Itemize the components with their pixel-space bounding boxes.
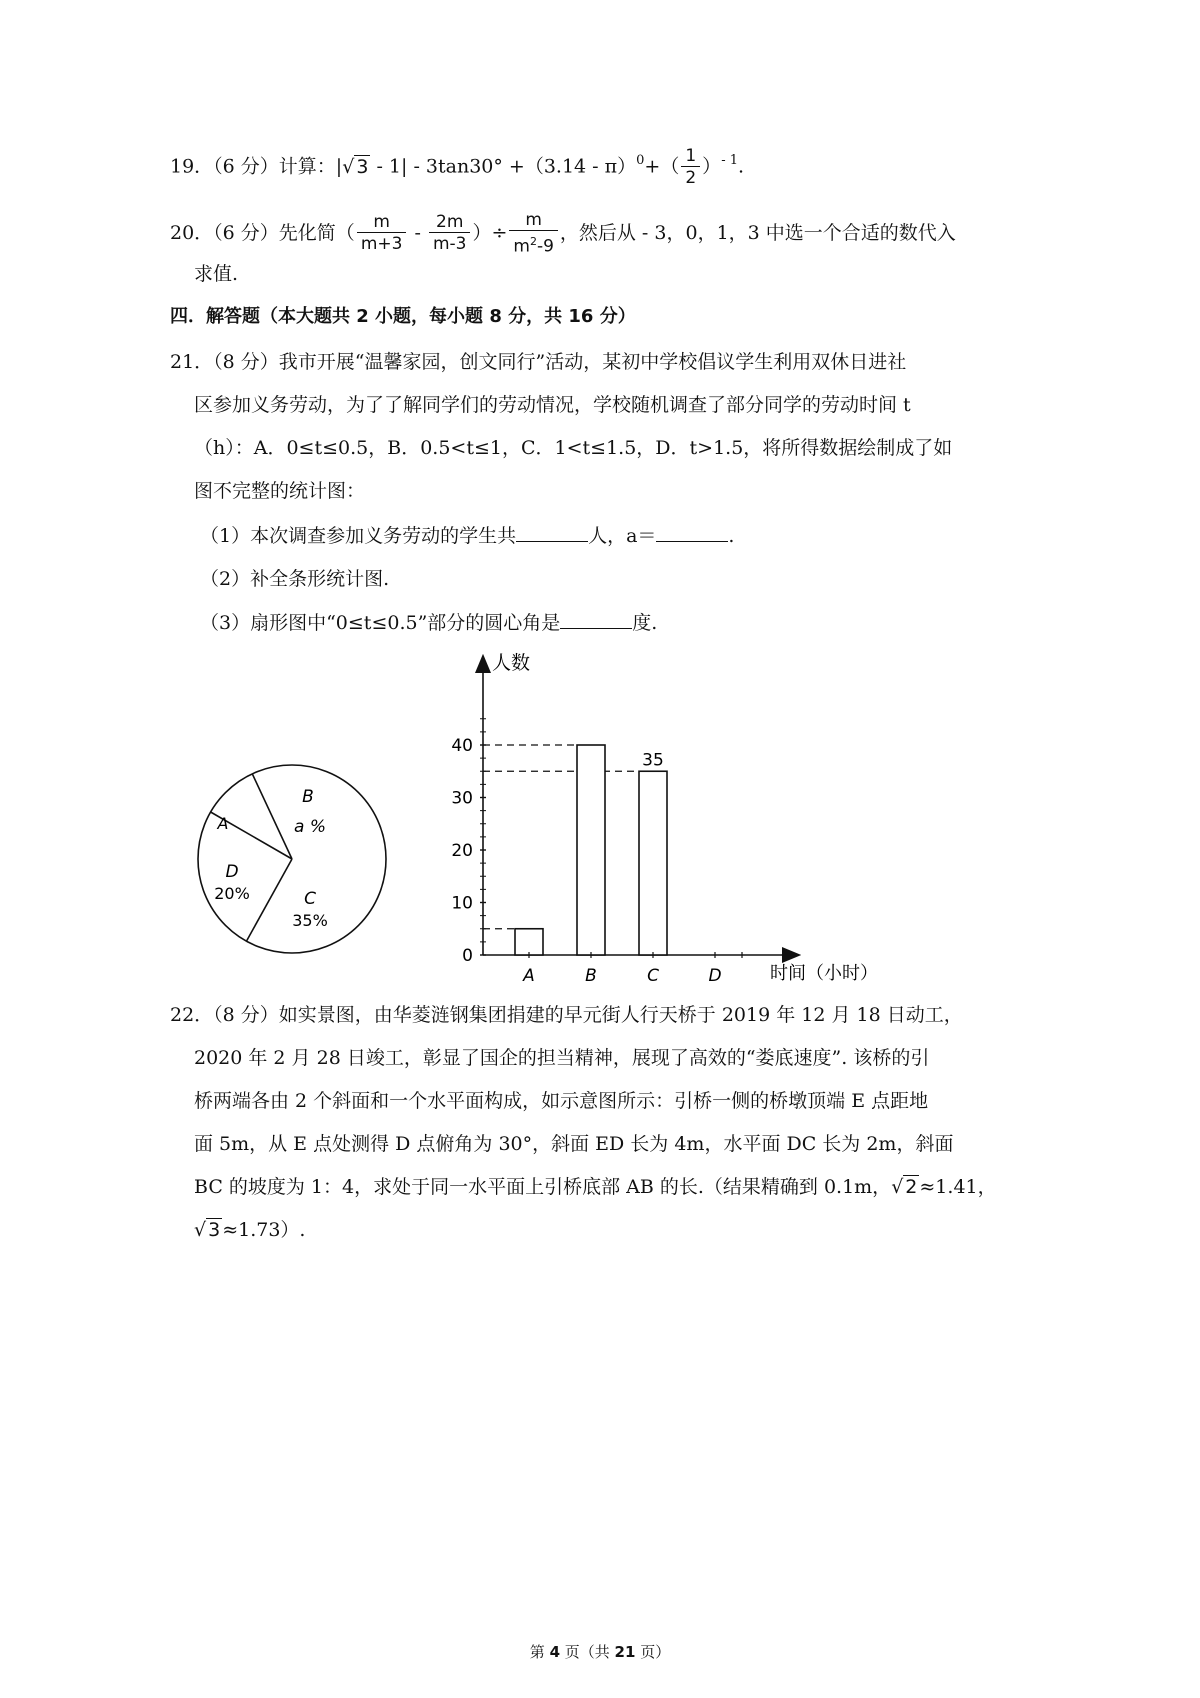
total-pages: 21 [614, 1643, 636, 1661]
sub1-end: . [728, 525, 735, 547]
bar-a [515, 929, 543, 955]
q19-head: 19．（6 分）计算：| [170, 155, 343, 178]
category-label: B [585, 966, 597, 985]
pie-slice-divider [246, 859, 292, 941]
y-tick-label: 10 [451, 893, 473, 914]
q22-line4: 面 5m，从 E 点处测得 D 点俯角为 30°，斜面 ED 长为 4m，水平面 DC 长为 2m，斜面 [194, 1133, 954, 1155]
exponent-zero: 0 [636, 152, 645, 168]
sub1-text-b: 人，a＝ [588, 525, 657, 547]
q19-mid: - 1| - 3tan30° +（3.14 - π） [370, 155, 637, 178]
q22-line5-text: BC 的坡度为 1：4，求处于同一水平面上引桥底部 AB 的长.（结果精确到 0.1m， [194, 1176, 892, 1198]
sub3-end: 度. [632, 612, 658, 634]
y-tick-label: 30 [451, 788, 473, 809]
pie-slice-divider [252, 774, 292, 859]
pie-value-d: 20% [214, 884, 250, 903]
fraction-3: $\frac{m}{m^2-9}$ [509, 210, 558, 258]
sqrt-2: √ 2 [891, 1176, 918, 1198]
pie-label-c: C [304, 889, 316, 909]
category-label: A [523, 966, 535, 985]
fraction-half: $\frac{1}{2}$ [681, 146, 700, 189]
q19-end: . [737, 155, 745, 178]
x-axis-label: 时间（小时） [770, 963, 878, 984]
q21-line2: 区参加义务劳动，为了了解同学们的劳动情况，学校随机调查了部分同学的劳动时间 t [194, 394, 911, 416]
q20-div: ）÷ [472, 221, 508, 244]
fraction-2: $\frac{2m}{m-3}$ [429, 212, 471, 255]
page-number: 4 [549, 1643, 560, 1661]
pie-value-b: a % [294, 817, 326, 837]
q19-plus: +（ [644, 155, 680, 178]
pie-value-c: 35% [292, 911, 328, 930]
category-label: C [647, 966, 659, 985]
q22-line6 [194, 1218, 305, 1242]
q22-approx-3: ≈1.73）. [222, 1219, 306, 1241]
page-footer: 第 4 页（共 21 页） [529, 1643, 671, 1661]
pie-label-d: D [225, 862, 239, 882]
sqrt-3: √ 3 [194, 1219, 221, 1241]
category-label: D [708, 966, 722, 985]
section-header: 四．解答题（本大题共 2 小题，每小题 8 分，共 16 分） [170, 306, 636, 327]
q21-line1: 21．（8 分）我市开展“温馨家园，创文同行”活动，某初中学校倡议学生利用双休日进社 [170, 351, 907, 373]
bar-c [639, 771, 667, 955]
sub3-text: （3）扇形图中“0≤t≤0.5”部分的圆心角是 [200, 612, 561, 634]
bar-chart [440, 645, 910, 985]
data-label: 35 [642, 750, 664, 771]
q20-head: 20．（6 分）先化简（ [170, 221, 355, 244]
q20-tail: ，然后从 - 3，0，1，3 中选一个合适的数代入 [559, 221, 956, 244]
q22-line5 [194, 1175, 997, 1199]
q22-line2: 2020 年 2 月 28 日竣工，彰显了国企的担当精神，展现了高效的“娄底速度”. 该桥的引 [194, 1047, 930, 1069]
sqrt-3: √ 3 [342, 155, 369, 178]
q20-line2: 求值. [194, 263, 239, 285]
pie-label-b: B [302, 787, 314, 807]
q22-line3: 桥两端各由 2 个斜面和一个水平面构成，如示意图所示：引桥一侧的桥墩顶端 E 点距地 [194, 1090, 929, 1112]
pie-chart [190, 760, 400, 970]
pie-label-a: A [217, 814, 229, 833]
q21-sub1 [200, 523, 734, 548]
sub1-text: （1）本次调查参加义务劳动的学生共 [200, 525, 517, 547]
q21-sub3 [200, 610, 657, 635]
bar-b [577, 745, 605, 955]
y-tick-label: 40 [451, 736, 473, 756]
answer-blank[interactable] [656, 523, 728, 542]
q19-close: ） [702, 155, 722, 178]
q21-line3: （h）：A．0≤t≤0.5，B．0.5<t≤1，C．1<t≤1.5，D．t>1.5，将所得数据绘制成了如 [194, 437, 953, 459]
y-tick-label: 0 [462, 946, 473, 966]
question-19 [170, 146, 744, 189]
y-axis-label: 人数 [492, 652, 531, 674]
q22-approx-2: ≈1.41， [919, 1176, 997, 1198]
question-20 [170, 210, 956, 258]
fraction-1: $\frac{m}{m+3}$ [357, 212, 407, 255]
exponent-neg-one: - 1 [721, 152, 738, 168]
q22-line1: 22．（8 分）如实景图，由华菱涟钢集团捐建的早元街人行天桥于 2019 年 12 月 18 日动工， [170, 1004, 963, 1026]
y-tick-label: 20 [451, 841, 473, 861]
answer-blank[interactable] [560, 610, 632, 629]
answer-blank[interactable] [516, 523, 588, 542]
q21-line4: 图不完整的统计图： [194, 480, 366, 502]
q20-minus: - [408, 221, 427, 244]
q21-sub2: （2）补全条形统计图. [200, 568, 390, 590]
